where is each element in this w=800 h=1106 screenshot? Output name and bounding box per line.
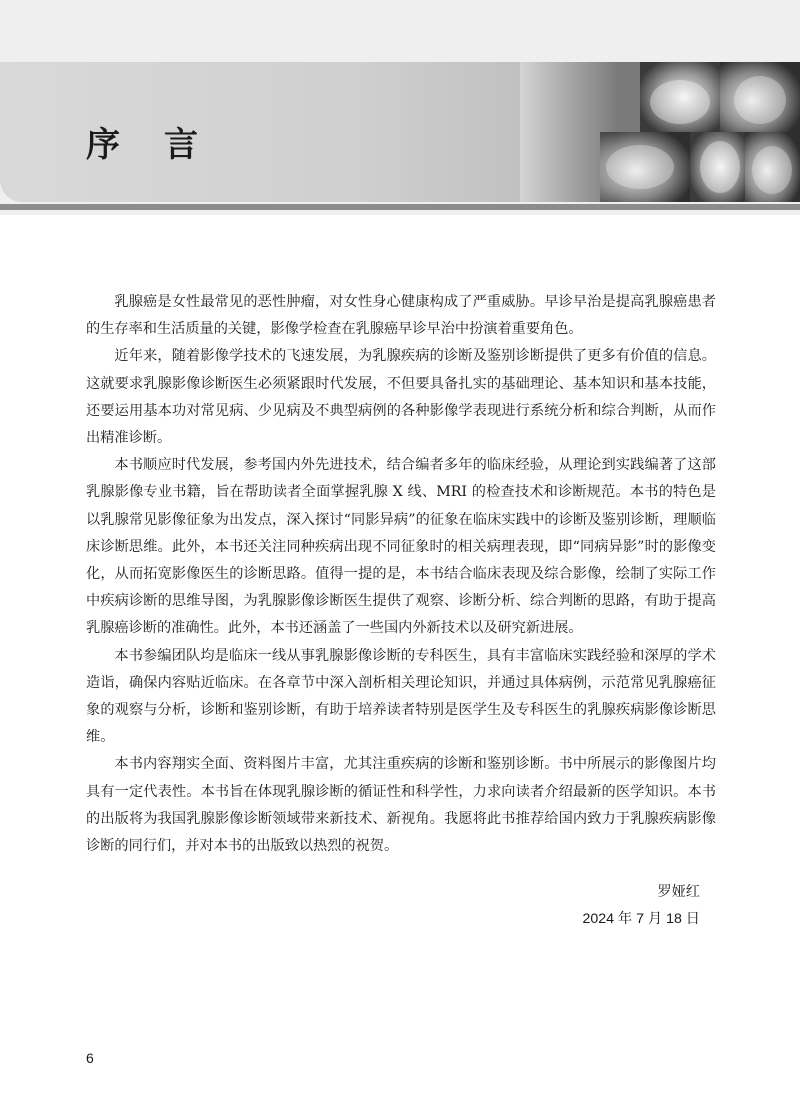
paragraph-3: 本书顺应时代发展，参考国内外先进技术，结合编者多年的临床经验，从理论到实践编著了这部乳腺影像专业书籍，旨在帮助读者全面掌握乳腺 X 线、MRI 的检查技术和诊断规范。本书的特色是以乳腺常见影像征象为出发点，深入探讨“同影异病”的征象在临床实践中的诊断及鉴别诊断，理顺临床诊断思维。此外，本书还关注同种疾病出现不同征象时的相关病理表现，即“同病异影”时的影像变化，从而拓宽影像医生的诊断思路。值得一提的是，本书结合临床表现及综合影像，绘制了实际工作中疾病诊断的思维导图，为乳腺影像诊断医生提供了观察、诊断分析、综合判断的思路，有助于提高乳腺癌诊断的准确性。此外，本书还涵盖了一些国内外新技术以及研究新进展。: [86, 457, 716, 637]
mammogram-images-icon: [520, 62, 800, 202]
signature-date: 2024 年 7 月 18 日: [582, 911, 700, 927]
signature-block: [582, 879, 700, 933]
paragraph-2: 近年来，随着影像学技术的飞速发展，为乳腺疾病的诊断及鉴别诊断提供了更多有价值的信息。这就要求乳腺影像诊断医生必须紧跟时代发展，不但要具备扎实的基础理论、基本知识和基本技能，还要运用基本功对常见病、少见病及不典型病例的各种影像学表现进行系统分析和综合判断，从而作出精准诊断。: [86, 348, 716, 447]
paragraph-5: 本书内容翔实全面、资料图片丰富，尤其注重疾病的诊断和鉴别诊断。书中所展示的影像图片均具有一定代表性。本书旨在体现乳腺诊断的循证性和科学性，力求向读者介绍最新的医学知识。本书的出版将为我国乳腺影像诊断领域带来新技术、新视角。我愿将此书推荐给国内致力于乳腺疾病影像诊断的同行们，并对本书的出版致以热烈的祝贺。: [86, 756, 716, 855]
author-name: 罗娅红: [657, 884, 700, 900]
paragraph-4: 本书参编团队均是临床一线从事乳腺影像诊断的专科医生，具有丰富临床实践经验和深厚的学术造诣，确保内容贴近临床。在各章节中深入剖析相关理论知识，并通过具体病例，示范常见乳腺癌征象的观察与分析，诊断和鉴别诊断，有助于培养读者特别是医学生及专科医生的乳腺疾病影像诊断思维。: [86, 647, 716, 746]
mammogram-image-strip: [520, 62, 800, 202]
preface-body: [86, 289, 716, 860]
paragraph-1: 乳腺癌是女性最常见的恶性肿瘤，对女性身心健康构成了严重威胁。早诊早治是提高乳腺癌患者的生存率和生活质量的关键，影像学检查在乳腺癌早诊早治中扮演着重要角色。: [86, 294, 716, 338]
header-divider: [0, 204, 800, 210]
page-number: 6: [86, 1050, 94, 1066]
page-title: 序言: [86, 125, 242, 165]
